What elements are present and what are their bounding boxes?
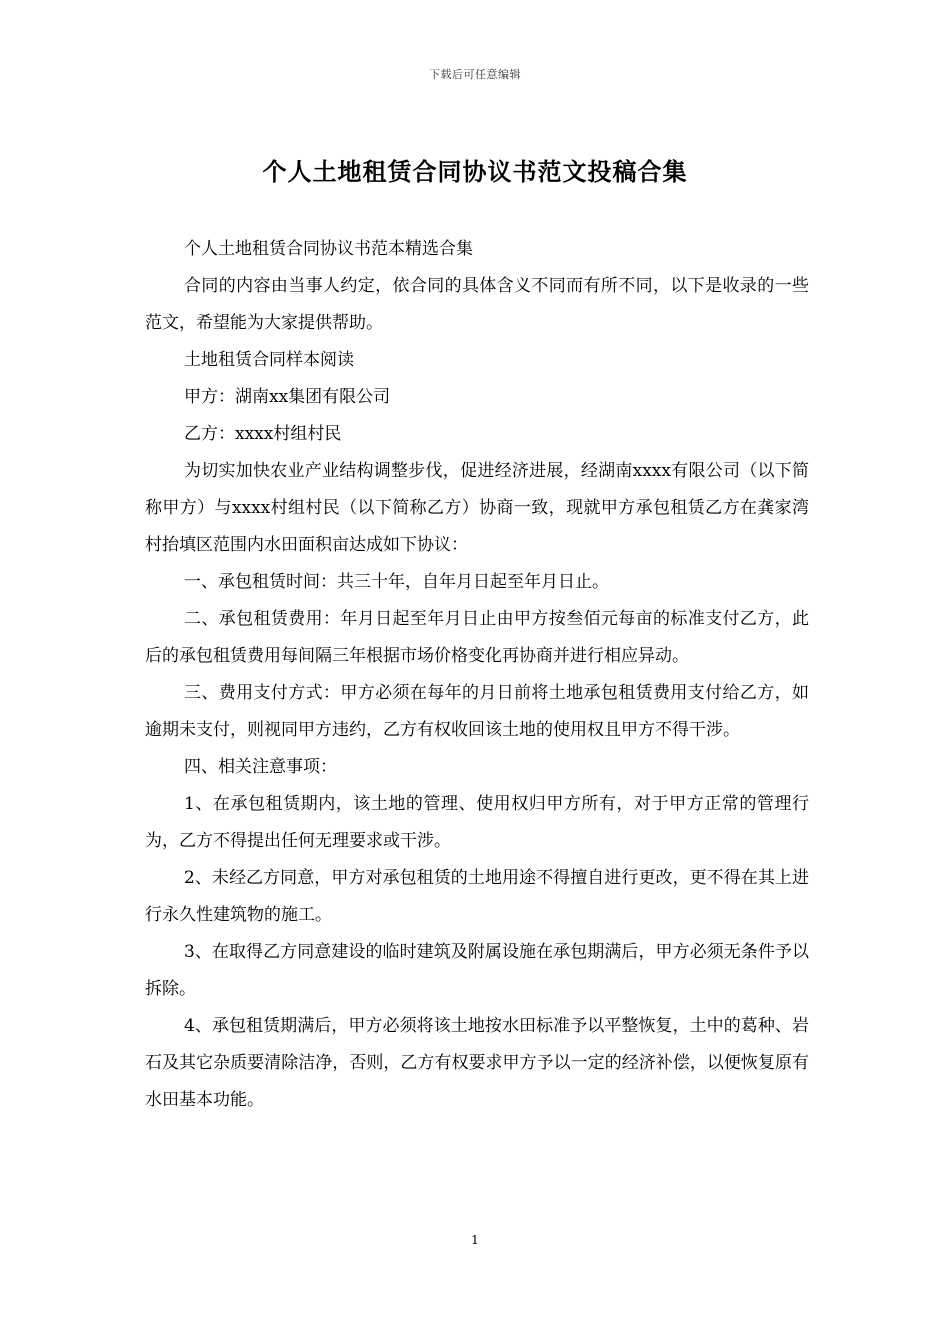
body-paragraph-intro-heading: 个人土地租赁合同协议书范本精选合集	[184, 239, 473, 259]
clause-4-item-3: 3、在取得乙方同意建设的临时建筑及附属设施在承包期满后，甲方必须无条件予以拆除。	[145, 942, 809, 999]
page-number: 1	[471, 1233, 479, 1247]
clause-4-heading: 四、相关注意事项：	[184, 757, 337, 777]
clause-4-item-2: 2、未经乙方同意，甲方对承包租赁的土地用途不得擅自进行更改，更不得在其上进行永久性建筑物的施工。	[145, 868, 809, 925]
body-paragraph-intro: 合同的内容由当事人约定，依合同的具体含义不同而有所不同，以下是收录的一些范文，希望能为大家提供帮助。	[145, 276, 809, 333]
document-title: 个人土地租赁合同协议书范文投稿合集	[262, 157, 688, 186]
clause-4-item-4: 4、承包租赁期满后，甲方必须将该土地按水田标准予以平整恢复，土中的葛种、岩石及其它杂质要清除洁净，否则，乙方有权要求甲方予以一定的经济补偿，以便恢复原有水田基本功能。	[145, 1016, 809, 1110]
clause-2: 二、承包租赁费用：年月日起至年月日止由甲方按叁佰元每亩的标准支付乙方，此后的承包租赁费用每间隔三年根据市场价格变化再协商并进行相应异动。	[145, 609, 809, 666]
party-a-line: 甲方：湖南xx集团有限公司	[184, 387, 391, 407]
clause-4-item-1: 1、在承包租赁期内，该土地的管理、使用权归甲方所有，对于甲方正常的管理行为，乙方不得提出任何无理要求或干涉。	[145, 794, 809, 851]
party-b-line: 乙方：xxxx村组村民	[184, 424, 342, 444]
body-paragraph-sample-heading: 土地租赁合同样本阅读	[184, 350, 354, 370]
header-note: 下载后可任意编辑	[429, 68, 521, 81]
clause-3: 三、费用支付方式：甲方必须在每年的月日前将土地承包租赁费用支付给乙方，如逾期未支付，则视同甲方违约，乙方有权收回该土地的使用权且甲方不得干涉。	[145, 683, 809, 740]
document-body	[145, 231, 809, 1119]
body-paragraph-preamble: 为切实加快农业产业结构调整步伐，促进经济进展，经湖南xxxx有限公司（以下简称甲方）与xxxx村组村民（以下简称乙方）协商一致，现就甲方承包租赁乙方在龚家湾村抬填区范围内水田面积亩达成如下协议：	[145, 461, 809, 555]
clause-1: 一、承包租赁时间：共三十年，自年月日起至年月日止。	[184, 572, 609, 592]
